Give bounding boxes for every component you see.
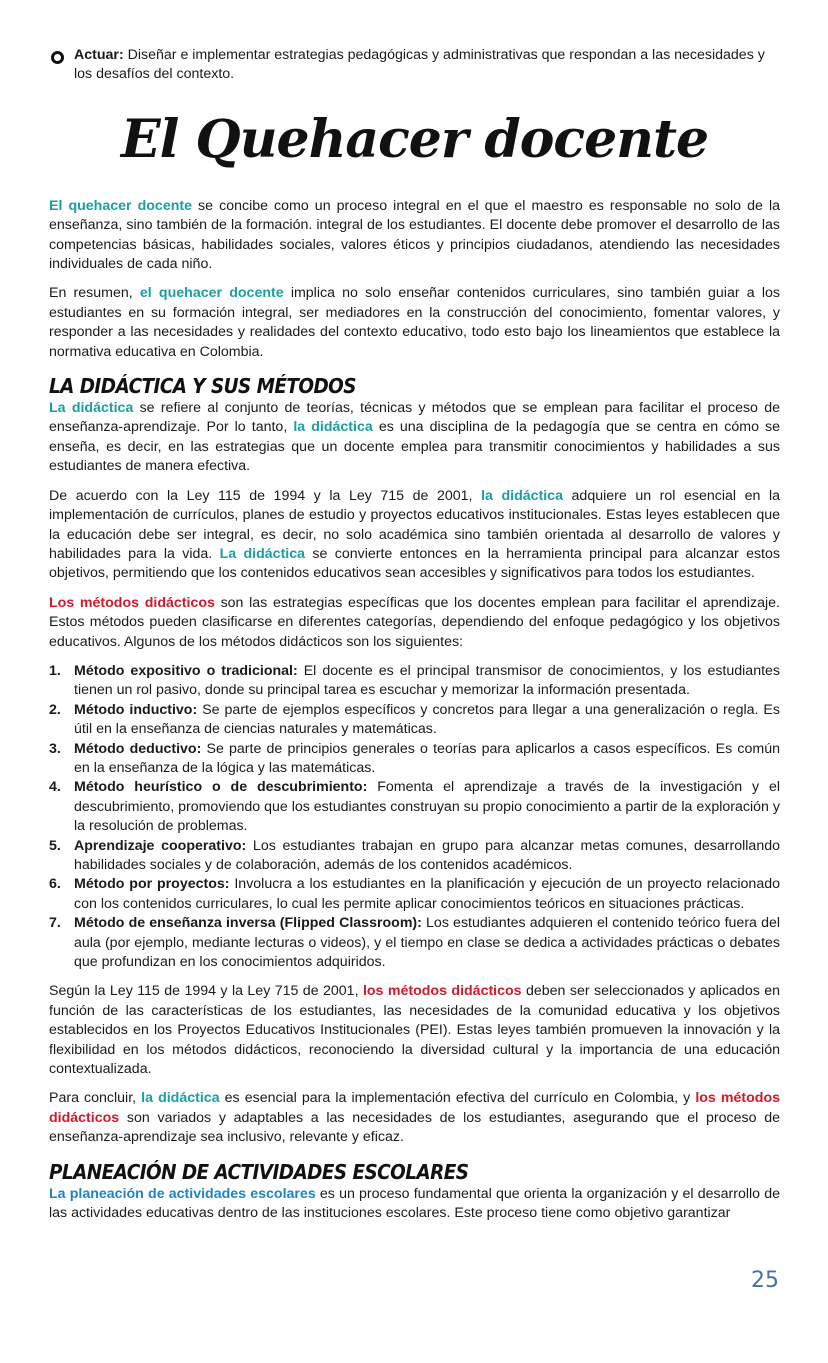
highlight-term: El quehacer docente [49, 197, 192, 214]
bullet-text: Diseñar e implementar estrategias pedagógicas y administrativas que respondan a las necesidades y los desafíos del contexto. [74, 47, 765, 83]
list-item: 3. Método deductivo: Se parte de principios generales o teorías para aplicarlos a casos específicos. Es común en la enseñanza de la lógica y las matemáticas. [49, 740, 780, 776]
quehacer-paragraph-2: En resumen, el quehacer docente implica no solo enseñar contenidos curriculares, sino también guiar a los estudiantes en su formación integral, ser mediadores en la construcción del conocimiento, fomentar valores, y responder a las necesidades y realidades del contexto educativo, todo esto bajo los lineamientos que establece la normativa educativa en Colombia. [49, 285, 781, 360]
section-heading-didactica: LA DIDÁCTICA Y SUS MÉTODOS [49, 374, 356, 399]
highlight-term: el quehacer docente [139, 285, 284, 302]
list-item: 7. Método de enseñanza inversa (Flipped Classroom): Los estudiantes adquieren el contenido teórico fuera del aula (por ejemplo, mediante lecturas o videos), y el tiempo en clase se dedica a actividades prácticas o debates que profundizan en los conocimientos adquiridos. [49, 915, 781, 971]
list-item: 2. Método inductivo: Se parte de ejemplos específicos y concretos para llegar a una generalización o regla. Es útil en la enseñanza de ciencias naturales y matemáticas. [49, 701, 780, 738]
ley-paragraph: Según la Ley 115 de 1994 y la Ley 715 de 2001, los métodos didácticos deben ser seleccionados y aplicados en función de las características de los estudiantes, las necesidades de la comunidad educativa y los objetivos establecidos en los Proyectos Educativos Institucionales (PEI). Estas leyes también promueven la innovación y la flexibilidad en los métodos didácticos, reconociendo la diversidad cultural y la importancia de una educación contextualizada. [49, 983, 781, 1078]
bullet-term: Actuar: [74, 47, 124, 63]
section-heading-planeacion: PLANEACIÓN DE ACTIVIDADES ESCOLARES [49, 1159, 469, 1184]
list-item: 1. Método expositivo o tradicional: El docente es el principal transmisor de conocimientos, y los estudiantes tienen un rol pasivo, donde su principal tarea es escuchar y memorizar la información presentada. [49, 662, 781, 699]
metodos-paragraph: Los métodos didácticos son las estrategias específicas que los docentes emplean para facilitar el aprendizaje. Estos métodos pueden clasificarse en diferentes categorías, dependiendo del enfoque pedagógico y los objetivos educativos. Algunos de los métodos didácticos son los siguientes: [49, 594, 780, 650]
page-number: 25 [751, 1268, 779, 1293]
didactica-paragraph-1: La didáctica se refiere al conjunto de teorías, técnicas y métodos que se emplean para facilitar el proceso de enseñanza-aprendizaje. Por lo tanto, la didáctica es una disciplina de la pedagogía que se centra en cómo se enseña, es decir, en las estrategias que un docente emplea para transmitir conocimientos y habilidades a sus estudiantes de manera efectiva. [49, 400, 781, 475]
list-item: 4. Método heurístico o de descubrimiento: Fomenta el aprendizaje a través de la investigación y el descubrimiento, promoviendo que los estudiantes construyan su propio conocimiento a partir de la exploración y la resolución de problemas. [49, 779, 780, 835]
methods-list [49, 662, 780, 973]
didactica-paragraph-2: De acuerdo con la Ley 115 de 1994 y la Ley 715 de 2001, la didáctica adquiere un rol esencial en la implementación de currículos, planes de estudio y proyectos educativos institucionales. Estas leyes establecen que la educación debe ser integral, es decir, no solo académica sino también orientada al desarrollo de valores y habilidades para la vida. La didáctica se convierte entonces en la herramienta principal para alcanzar estos objetivos, permitiendo que los contenidos educativos sean accesibles y significativos para todos los estudiantes. [49, 487, 781, 582]
ring-bullet-icon [51, 51, 64, 64]
quehacer-paragraph-1: El quehacer docente se concibe como un proceso integral en el que el maestro es responsable no solo de la enseñanza, sino también de la formación. integral de los estudiantes. El docente debe promover el desarrollo de las competencias básicas, habilidades sociales, valores éticos y principios ciudadanos, atendiendo las necesidades individuales de cada niño. [49, 197, 781, 273]
page-title: El Quehacer docente [120, 108, 709, 170]
bullet-actuar [49, 46, 780, 85]
document-page [49, 46, 780, 1224]
conclusion-paragraph: Para concluir, la didáctica es esencial para la implementación efectiva del currículo en Colombia, y los métodos didácticos son variados y adaptables a las necesidades de los estudiantes, asegurando que el proceso de enseñanza-aprendizaje sea inclusivo, relevante y eficaz. [49, 1090, 781, 1146]
planeacion-paragraph: La planeación de actividades escolares es un proceso fundamental que orienta la organización y el desarrollo de las actividades educativas dentro de las instituciones escolares. Este proceso tiene como objetivo garantizar [49, 1185, 780, 1222]
list-item: 5. Aprendizaje cooperativo: Los estudiantes trabajan en grupo para alcanzar metas comunes, desarrollando habilidades sociales y de colaboración, además de los contenidos académicos. [49, 837, 780, 873]
list-item: 6. Método por proyectos: Involucra a los estudiantes en la planificación y ejecución de un proyecto relacionado con los contenidos curriculares, lo cual les permite aplicar conocimientos teóricos en situaciones prácticas. [49, 876, 780, 912]
